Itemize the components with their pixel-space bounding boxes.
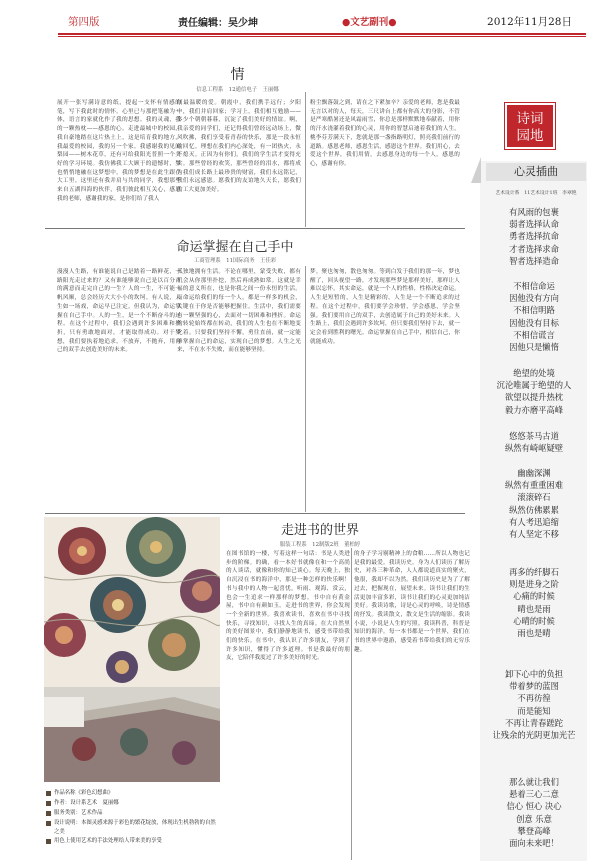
issue-date: 2012年11月28日 (487, 16, 572, 28)
caption-line: 设计说明：本图灵感来源于彩色的繁花绽放，体现出生机勃勃的自然之美 (44, 819, 220, 837)
poem-byline: 艺术设计系 11艺术设计1班 李翠艳 (495, 191, 577, 196)
article-column: 漫漫人生路，有谁能说自己是踏着一路鲜花，一路阳光走过来的？又有谁能够说自己是以百分百的满意而走完自己的一生？人的一生，不可能一帆风顺，总会经历大大小小的坎坷。有人说，人生如一场戏，命运早已注定。但我认为，命运掌握在自己手中。人的一生，是一个不断奋斗的过程。在这个过程中，我们会遇到许多困难和挫折，只有勇敢地面对，才能取得成功。对于梦想，我们要执着地追求，不放弃，不抛弃，用自己的双手去创造美好的未来。 (57, 269, 181, 354)
poem-stanza: 悠悠茶马古道 纵然有崎岖疑壁 (504, 431, 564, 454)
poem-stanza: 不相信命运 因他没有方向 不相信明路 因他没有目标 不相信谎言 因他只是懒惰 (509, 281, 559, 353)
issue-number: 第四版 (68, 16, 100, 28)
article-column: 展开一张写满诗意的纸，提起一支怀有情感的笔，写下我此时的情怀。心里已与那把笔融为一体，语言的家就化作了我的思想。我的灵魂，我的一颗热枕——感恩的心。走进最城中的校园，我自豪地踏在这片热土上，这是培育我的地方，我最爱的校园，我的另一个家。我感谢我的见闻梨园——树木花草，还有可给我阳光普照一个美好的学习环境。我仿佛我工大顾于的遗憾时，梦也悄悄地融在这梦想中，我的梦想是在此生跟在大工里。这里还有我并肩与共的同学，我想那些来自五湖四海的伙伴，我们彼此相互关心，感恩我的老师，感谢我的家，是你们给了我人 (57, 100, 181, 202)
poetry-corner-logo: 诗词 园地 (505, 103, 555, 149)
article-column: 在图书馆的一楼，写着这样一句话：书是人类进步的阶梯。的确，看一本好书就像在和一个高尚的人谈话，就像和你的知己谈心。每天晚上，独自沉浸在书的海洋中，那是一种怎样的快乐啊！书与我中的人物一起喜忧，听雨、观海、赏云，也会一生追求一样那样的梦想。书中自有黄金屋，书中自有颜如玉。走进书的世界，你会发现一个全新的世界。我喜欢读书，喜欢在书中寻找快乐，寻找知识，寻找人生的真谛。在大自然里的美好图景中，我们静静地读书，感受书带给我们的快乐。在书中，我认识了许多朋友，学到了许多知识，懂得了许多道理。书是我最好的朋友，它陪伴我度过了许多美好的时光。 (226, 551, 350, 662)
page-header (60, 12, 580, 34)
article-column: 梦。聚也匆匆，散也匆匆。等到白发于我们的那一年，梦也醒了，回头视望一路，才发现那些梦是那样美好，那样让人难以忘怀。其实命运，就是一个人的性格，性格决定命运。人生是短暂的，人生是精彩的，人生是一个不断追求的过程。在这个过程中，我们要学会珍惜，学会感恩，学会坚强。我们要用自己的双手，去创造属于自己的美好未来。人生路上，我们会遇到许多坎坷，但只要我们坚持下去，就一定会看到胜利的曙光。命运掌握在自己手中，相信自己，你就能成功。 (310, 269, 460, 345)
artwork-image (44, 517, 220, 782)
poem-stanza: 有风雨的包裹 弱者选择认命 勇者选择抗命 才者选择求命 智者选择造命 (509, 207, 559, 266)
section-divider (45, 513, 465, 514)
artwork-caption (44, 787, 220, 857)
poem-stanza: 那么就让我们 悬着三心二意 信心 恒心 决心 创意 乐意 攀登高峰 面向未来吧！ (506, 777, 562, 849)
article-byline: 信息工程系 12通信电子 王丽娜 (196, 87, 279, 93)
column-divider (305, 92, 306, 227)
article-byline: 服装工程系 12制版2班 董柏婷 (279, 542, 361, 548)
section-divider (45, 228, 465, 229)
caption-line: 服务类别：艺术作品 (44, 809, 220, 818)
poem-stanza: 卸下心中的负担 带着梦的蓝图 不再彷徨 而是能知 不再让青春蹉跎 让残余的光阴更加光芒 (492, 669, 576, 741)
poem-title: 心灵插曲 (514, 165, 558, 178)
poem-stanza: 再多的纤脚石 则是进身之阶 心痛的时候 晴也是雨 心晴的时候 雨也是晴 (509, 567, 559, 639)
header-rule-thin (58, 36, 586, 37)
caption-line: 作品名称《彩色幻想曲》 (44, 789, 220, 798)
article-title: 走进书的世界 (280, 523, 359, 538)
floral-artwork-graphic (44, 517, 220, 782)
article-title: 命运掌握在自己手中 (176, 240, 294, 255)
article-column: 孤独地拥有生活。不论在哪里，蒙受失败，都有机会从你那里扑挖，然后再成熟如常。这就是幸福的意义所在，也是你我之间一份永恒的生活。而命运给我们的每一个人，都是一样多的机会，关键在于你是否能够把握住。生活中，我们需要有一颗坚强的心，去面对一切困难和挫折。命运的转轮始终都在转动，我们的人生也在不断地变化着。只要我们坚持不懈，勇往直前，就一定能够掌握自己的命运，实现自己的梦想。人生之光来，不在水不失败，而在能够坚持。 (177, 269, 301, 354)
header-rule (58, 33, 586, 35)
article-column: 间最温暖的爱。朝霞中，我们携手远行；夕阳中，我们并肩回家；学习上，我们相互勉励——多少个朝朝暮暮，沉淀了我们美好的情谊。啊，我亲爱的同学们，还记得我们曾经远动场上，微风吹拂，我们享受着青春的快乐，那是一段永恒的回忆。理想在我们内心深处，有一团热火，永不熄灭。正因为有你们，我们的学生活才变得充实。那些曾经的欢笑，那些曾经的泪水，都将成为我们成长路上最珍贵的财富，我们永远铭记，我们永远感恩。愿我们的友谊地久天长，愿我们的工大更加美好。 (177, 100, 301, 194)
editor-credit: 责任编辑：吴少坤 (178, 18, 258, 29)
caption-line: 用色上使用艺术的手法处理给人带来美的享受 (44, 837, 220, 846)
article-title: 情 (230, 67, 245, 83)
section-name: ●文艺副刊● (342, 17, 397, 28)
article-column: 的身子学习剔精神上的食粮……所以人物也记是我的最爱。我读历史。身为人们读历了解历史，对各三种革命，人人都说道真实的聚火，他很，我却不以为然。我们读历史是为了了解过去，把握现在，展望未来。读书让我们的生活更加丰富多彩，读书让我们的心灵更加纯洁美好。我读诗歌，诗是心灵的呼唤，诗是情感的抒发。我读散文，散文是生活的缩影。我读小说，小说是人生的写照。我读科普，科普是知识的海洋。每一本书都是一个世界，我们在书的世界中遨游，感受着书带给我们的无穷乐趣。 (354, 551, 470, 653)
column-divider (305, 266, 306, 512)
poem-stanza: 幽幽深渊 纵然有重重困难 滚滚碎石 纵然仿佛累累 有人考迅追缩 有人坚定不移 (504, 468, 564, 540)
caption-line: 作者：设计系艺术 夏丽娜 (44, 799, 220, 808)
article-byline: 工商管理系 11国际商务 王佳彩 (193, 258, 277, 264)
column-divider (351, 548, 352, 860)
poem-stanza: 绝望的处境 沉沦唯属于绝望的人 欲望以提升热枕 毅力亦磨平高峰 (496, 368, 572, 415)
article-column: 粉尘飘落鼓之到，请在之下紧加辛？亲爱的老师，您是我最无言以对的人，每天，三尺讲台上都有你高大的身影，不管是严寒酷暑还是风霜雨雪，你总是那样默默地奉献着，用你的汗水浇灌着我们的心灵，用你的智慧启迪着我们的人生。桃李芬芳满天下，您就是那一盏指路明灯，照亮我们前行的道路。感恩老师，感恩生活，感恩这个世界。我们用心，去爱这个世界，我们用情，去感恩身边的每一个人。感恩的心，感谢有你。 (310, 100, 460, 167)
